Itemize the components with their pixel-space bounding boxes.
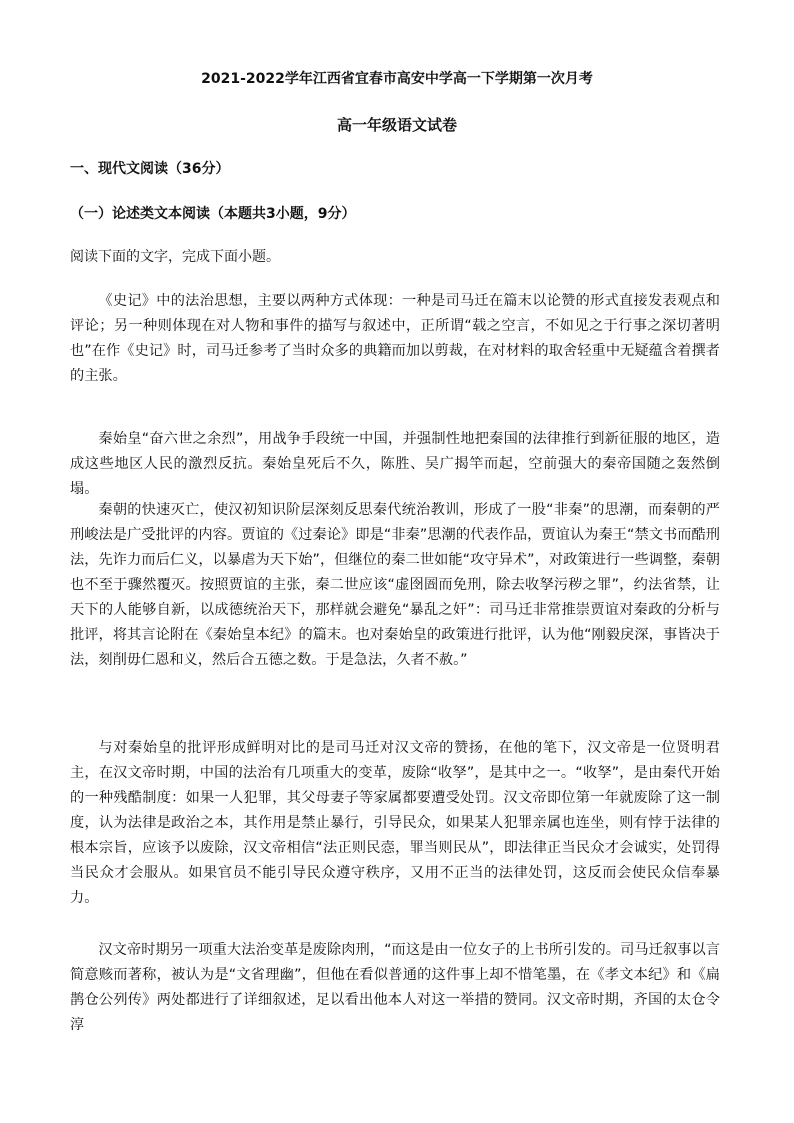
exam-subtitle: 高一年级语文试卷 — [336, 116, 457, 134]
paragraph-5: 汉文帝时期另一项重大法治变革是废除肉刑，“而这是由一位女子的上书所引发的。司马迁叙事以言简意赅而著称，被认为是“文省理幽”，但他在看似普通的这件事上却不惜笔墨，在《孝文本纪》和《扁鹊仓公列传》两处都进行了详细叙述，足以看出他本人对这一举措的赞同。汉文帝时期，齐国的太仓令淳 — [70, 942, 720, 1033]
paragraph-2: 秦始皇“奋六世之余烈”，用战争手段统一中国，并强制性地把秦国的法律推行到新征服的地区，造成这些地区人民的激烈反抗。秦始皇死后不久，陈胜、吴广揭竿而起，空前强大的秦帝国随之轰然倒塌。 — [70, 431, 720, 497]
paragraph-3: 秦朝的快速灭亡，使汉初知识阶层深刻反思秦代统治教训，形成了一股“非秦”的思潮，而秦朝的严刑峻法是广受批评的内容。贾谊的《过秦论》即是“非秦”思潮的代表作品，贾谊认为秦王“禁文书而酷刑法，先诈力而后仁义，以暴虐为天下始”，但继位的秦二世如能“攻守异术”，对政策进行一些调整，秦朝也不至于骤然覆灭。按照贾谊的主张，秦二世应该“虚囹圄而免刑，除去收孥污秽之罪”，约法省禁，让天下的人能够自新，以成德统治天下，那样就会避免“暴乱之奸”：司马迁非常推崇贾谊对秦政的分析与批评，将其言论附在《秦始皇本纪》的篇末。也对秦始皇的政策进行批评，认为他“刚毅戾深，事皆决于法，刻削毋仁恩和义，然后合五德之数。于是急法，久者不赦。” — [70, 502, 720, 668]
exam-title: 2021-2022学年江西省宜春市高安中学高一下学期第一次月考 — [201, 71, 593, 87]
paragraph-4: 与对秦始皇的批评形成鲜明对比的是司马迁对汉文帝的赞扬，在他的笔下，汉文帝是一位贤明君主，在汉文帝时期，中国的法治有几项重大的变革，废除“收孥”，是其中之一。“收孥”，是由秦代开始的一种残酷制度：如果一人犯罪，其父母妻子等家属都要遭受处罚。汉文帝即位第一年就废除了这一制度，认为法律是政治之本，其作用是禁止暴行，引导民众，如果某人犯罪亲属也连坐，则有悖于法律的根本宗旨，应该予以废除，汉文帝相信“法正则民悫，罪当则民从”，即法律正当民众才会诚实，处罚得当民众才会服从。如果官员不能引导民众遵守秩序，又用不正当的法律处罚，这反而会使民众信奉暴力。 — [70, 740, 720, 906]
instruction-text: 阅读下面的文字，完成下面小题。 — [70, 249, 280, 265]
paragraph-1: 《史记》中的法治思想，主要以两种方式体现：一种是司马迁在篇末以论赞的形式直接发表观点和评论；另一种则体现在对人物和事件的描写与叙述中，正所谓“载之空言，不如见之于行事之深切著明也”在作《史记》时，司马迁参考了当时众多的典籍而加以剪裁，在对材料的取舍轻重中无疑蕴含着撰者的主张。 — [70, 293, 720, 384]
subsection-heading: （一）论述类文本阅读（本题共3小题，9分） — [70, 206, 356, 222]
section-heading: 一、现代文阅读（36分） — [70, 161, 230, 177]
